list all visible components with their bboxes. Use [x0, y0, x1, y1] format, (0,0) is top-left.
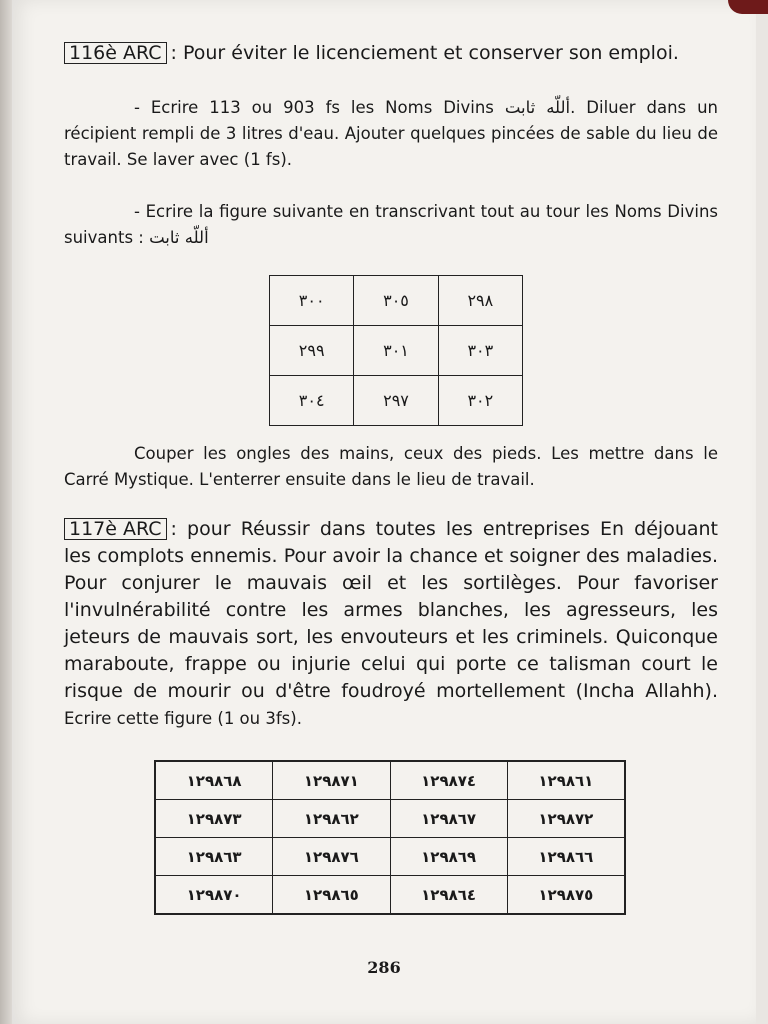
- arc117-paragraph: [64, 516, 718, 732]
- grid-cell: ١٢٩٨٧٣: [155, 800, 273, 838]
- arc116-paragraph-1: [64, 95, 718, 173]
- cover-corner: [728, 0, 768, 14]
- grid-cell: ٢٩٨: [438, 276, 522, 326]
- page-number: 286: [367, 958, 401, 977]
- arc117-tail: Ecrire cette figure (1 ou 3fs).: [64, 709, 302, 728]
- grid-cell: ١٢٩٨٦٦: [507, 838, 625, 876]
- grid-cell: ٣٠١: [354, 326, 438, 376]
- arc117-tag: 117è ARC: [64, 518, 167, 540]
- arc116-p1-text: - Ecrire 113 ou 903 fs les Noms Divins: [134, 98, 494, 117]
- table-row: [155, 761, 625, 800]
- table-row: [270, 376, 523, 426]
- grid-cell: ١٢٩٨٦٨: [155, 761, 273, 800]
- arc116-paragraph-2: [64, 199, 718, 251]
- grid-cell: ٢٩٧: [354, 376, 438, 426]
- arc116-p2-text: - Ecrire la figure suivante en transcrivant tout au tour les Noms Divins suivants :: [64, 202, 718, 247]
- grid-cell: ١٢٩٨٧٢: [507, 800, 625, 838]
- grid-cell: ٣٠٢: [438, 376, 522, 426]
- grid-cell: ٣٠٣: [438, 326, 522, 376]
- arc116-magic-square: [269, 275, 523, 426]
- table-row: [155, 800, 625, 838]
- grid-cell: ١٢٩٨٧٠: [155, 876, 273, 915]
- book-gutter: [0, 0, 12, 1024]
- grid-cell: ١٢٩٨٦١: [507, 761, 625, 800]
- grid-cell: ٣٠٥: [354, 276, 438, 326]
- table-row: [155, 838, 625, 876]
- arc116-paragraph-3: Couper les ongles des mains, ceux des pieds. Les mettre dans le Carré Mystique. L'enterrer ensuite dans le lieu de travail.: [64, 444, 718, 489]
- grid-cell: ١٢٩٨٧١: [273, 761, 390, 800]
- grid-cell: ١٢٩٨٦٥: [273, 876, 390, 915]
- grid-cell: ١٢٩٨٧٦: [273, 838, 390, 876]
- arc116-heading: [64, 40, 718, 67]
- arc116-p2-arabic: أللّه ثابت: [149, 228, 209, 247]
- grid-cell: ٣٠٤: [270, 376, 354, 426]
- grid-cell: ١٢٩٨٧٤: [390, 761, 507, 800]
- arc116-title: : Pour éviter le licenciement et conserver son emploi.: [170, 42, 679, 64]
- table-row: [270, 276, 523, 326]
- grid-cell: ١٢٩٨٧٥: [507, 876, 625, 915]
- arc117-talisman-grid: [154, 760, 626, 915]
- arc116-tag: 116è ARC: [64, 42, 167, 64]
- grid-cell: ١٢٩٨٦٧: [390, 800, 507, 838]
- arc117-text: : pour Réussir dans toutes les entreprises En déjouant les complots ennemis. Pour avoir la chance et soigner des maladies. Pour conjurer le mauvais œil et les sortilèges. Pour favoriser l'invulnérabilité contre les armes blanches, les agresseurs, les jeteurs de mauvais sort, les envouteurs et les criminels. Quiconque maraboute, frappe ou injurie celui qui porte ce talisman court le risque de mourir ou d'être foudroyé mortellement (Incha Allahh).: [64, 518, 718, 702]
- grid-cell: ١٢٩٨٦٩: [390, 838, 507, 876]
- grid-cell: ١٢٩٨٦٢: [273, 800, 390, 838]
- arc116-p1-arabic: أللّه ثابت: [504, 98, 571, 117]
- grid-cell: ٢٩٩: [270, 326, 354, 376]
- grid-cell: ١٢٩٨٦٣: [155, 838, 273, 876]
- table-row: [270, 326, 523, 376]
- arc116-p1-text-b: . Diluer dans un récipient rempli de 3 litres d'eau. Ajouter quelques pincées de sable du lieu de travail. Se laver avec (1 fs).: [64, 98, 718, 169]
- table-row: [155, 876, 625, 915]
- grid-cell: ٣٠٠: [270, 276, 354, 326]
- grid-cell: ١٢٩٨٦٤: [390, 876, 507, 915]
